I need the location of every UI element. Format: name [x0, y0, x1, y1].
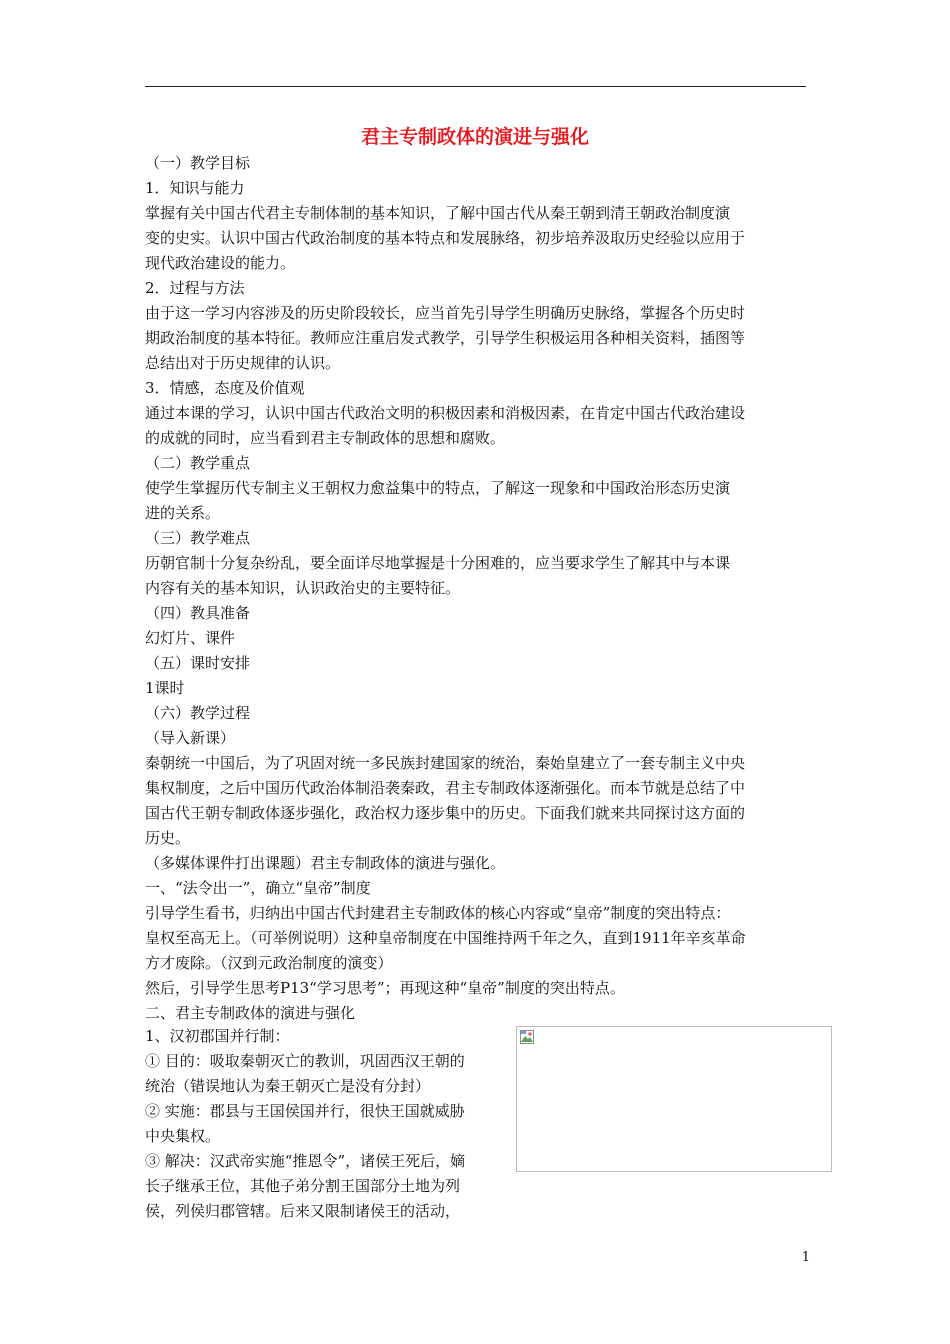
body-line: 进的关系。 — [145, 504, 221, 522]
section-heading-part-one: 一、“法令出一”，确立“皇帝”制度 — [145, 879, 371, 897]
body-line: 侯，列侯归郡管辖。后来又限制诸侯王的活动， — [145, 1202, 461, 1220]
body-line: 现代政治建设的能力。 — [145, 254, 296, 272]
body-line: 掌握有关中国古代君主专制体制的基本知识，了解中国古代从秦王朝到清王朝政治制度演 — [145, 204, 731, 222]
body-line: 国古代王朝专制政体逐步强化，政治权力逐步集中的历史。下面我们就来共同探讨这方面的 — [145, 804, 746, 822]
document-body — [145, 151, 809, 1026]
header-rule — [145, 86, 806, 87]
section-heading-key-points: （二）教学重点 — [145, 454, 251, 472]
body-line: 秦朝统一中国后，为了巩固对统一多民族封建国家的统治，秦始皇建立了一套专制主义中央 — [145, 754, 746, 772]
body-line: 由于这一学习内容涉及的历史阶段较长，应当首先引导学生明确历史脉络，掌握各个历史时 — [145, 304, 746, 322]
subheading-process: 2．过程与方法 — [145, 279, 245, 297]
body-line: 的成就的同时，应当看到君主专制政体的思想和腐败。 — [145, 429, 506, 447]
body-line: 期政治制度的基本特征。教师应注重启发式教学，引导学生积极运用各种相关资料，插图等 — [145, 329, 746, 347]
body-line: ② 实施：郡县与王国侯国并行，很快王国就威胁 — [145, 1102, 465, 1120]
section-heading-difficulties: （三）教学难点 — [145, 529, 251, 547]
body-line: 历朝官制十分复杂纷乱，要全面详尽地掌握是十分困难的，应当要求学生了解其中与本课 — [145, 554, 731, 572]
page-number: 1 — [801, 1250, 810, 1265]
section-heading-process: （六）教学过程 — [145, 704, 251, 722]
image-placeholder — [516, 1026, 832, 1172]
subheading-knowledge: 1．知识与能力 — [145, 179, 245, 197]
body-line: 长子继承王位，其他子弟分割王国部分土地为列 — [145, 1177, 461, 1195]
subheading-commandery-system: 1、汉初郡国并行制： — [145, 1027, 290, 1045]
body-line: ① 目的：吸取秦朝灭亡的教训，巩固西汉王朝的 — [145, 1052, 465, 1070]
body-line: 历史。 — [145, 829, 191, 847]
body-line: 引导学生看书，归纳出中国古代封建君主专制政体的核心内容或“皇帝”制度的突出特点： — [145, 904, 731, 922]
body-line: ③ 解决：汉武帝实施“推恩令”，诸侯王死后，嫡 — [145, 1152, 466, 1170]
document-title: 君主专制政体的演进与强化 — [360, 126, 589, 148]
subheading-values: 3．情感，态度及价值观 — [145, 379, 305, 397]
body-line: （多媒体课件打出课题）君主专制政体的演进与强化。 — [145, 854, 506, 872]
body-line: 幻灯片、课件 — [145, 629, 236, 647]
body-column-beside-image — [145, 1024, 510, 1224]
body-line: 统治（错误地认为秦王朝灭亡是没有分封） — [145, 1077, 431, 1095]
body-line: 集权制度，之后中国历代政治体制沿袭秦政，君主专制政体逐渐强化。而本节就是总结了中 — [145, 779, 746, 797]
section-heading-schedule: （五）课时安排 — [145, 654, 251, 672]
section-heading-part-two: 二、君主专制政体的演进与强化 — [145, 1004, 356, 1022]
body-line: 使学生掌握历代专制主义王朝权力愈益集中的特点，了解这一现象和中国政治形态历史演 — [145, 479, 731, 497]
body-line: 内容有关的基本知识，认识政治史的主要特征。 — [145, 579, 461, 597]
body-line: 皇权至高无上。（可举例说明）这种皇帝制度在中国维持两千年之久，直到1911年辛亥革命 — [145, 929, 746, 947]
body-line: 变的史实。认识中国古代政治制度的基本特点和发展脉络，初步培养汲取历史经验以应用于 — [145, 229, 746, 247]
section-heading-materials: （四）教具准备 — [145, 604, 251, 622]
section-heading-objectives: （一）教学目标 — [145, 154, 251, 172]
broken-image-icon — [520, 1030, 534, 1044]
body-line: 总结出对于历史规律的认识。 — [145, 354, 341, 372]
body-line: 方才废除。（汉到元政治制度的演变） — [145, 954, 393, 972]
body-line: 1课时 — [145, 679, 185, 697]
body-line: 然后，引导学生思考P13“学习思考”；再现这种“皇帝”制度的突出特点。 — [145, 979, 625, 997]
body-line: （导入新课） — [145, 729, 236, 747]
body-line: 通过本课的学习，认识中国古代政治文明的积极因素和消极因素，在肯定中国古代政治建设 — [145, 404, 746, 422]
body-line: 中央集权。 — [145, 1127, 221, 1145]
